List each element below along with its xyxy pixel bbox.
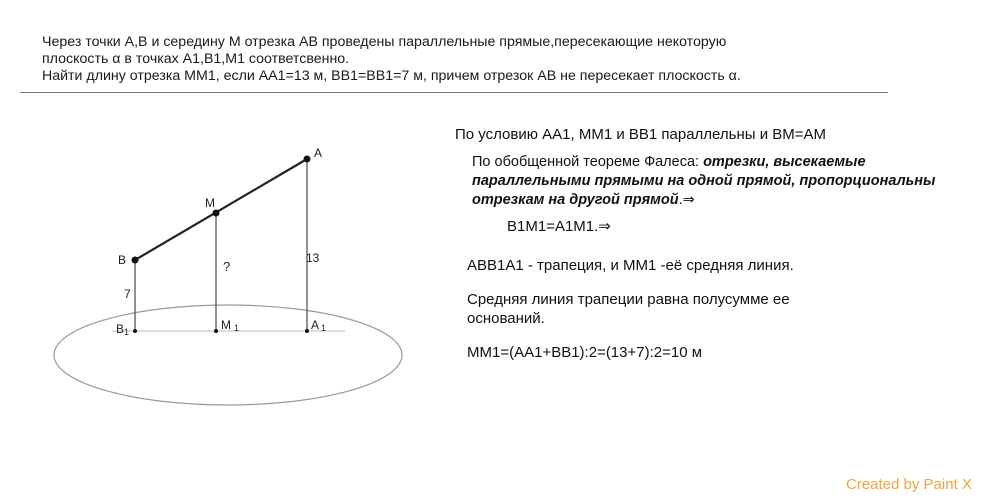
problem-line-1: Через точки А,В и середину М отрезка АВ проведены параллельные прямые,пересекающие некоторую <box>42 34 727 50</box>
thales-intro: По обобщенной теореме Фалеса: <box>472 154 704 170</box>
length-mm1: ? <box>223 259 231 274</box>
point-a1 <box>305 329 309 333</box>
label-a1 <box>311 318 326 333</box>
length-aa1: 13 <box>306 251 320 265</box>
label-m1-main: M <box>221 318 231 332</box>
label-m1-sub: 1 <box>234 323 240 333</box>
point-b <box>132 257 139 264</box>
solution-trapezoid: АВВ1А1 - трапеция, и ММ1 -её средняя линия. <box>467 257 794 274</box>
label-a1-sub: 1 <box>321 323 327 333</box>
thales-theorem <box>472 153 972 210</box>
label-b1 <box>116 322 129 337</box>
label-a1-main: A <box>311 318 320 332</box>
label-b: B <box>118 253 127 267</box>
thales-tail: .⇒ <box>678 192 695 208</box>
solution-equality: В1М1=А1М1.⇒ <box>507 218 611 235</box>
point-b1 <box>133 329 137 333</box>
geometry-diagram <box>0 0 460 500</box>
solution-midline-1: Средняя линия трапеции равна полусумме ее <box>467 291 790 308</box>
problem-line-2: плоскость α в точках А1,В1,М1 соответсвенно. <box>42 51 350 67</box>
point-a <box>304 156 311 163</box>
point-m <box>213 210 220 217</box>
label-m: M <box>205 196 215 210</box>
watermark: Created by Paint X <box>846 476 972 493</box>
label-m1 <box>221 318 239 333</box>
solution-answer: ММ1=(АА1+ВВ1):2=(13+7):2=10 м <box>467 344 703 361</box>
solution-condition: По условию АА1, ММ1 и ВВ1 параллельны и ВМ=АМ <box>455 126 827 143</box>
point-m1 <box>214 329 218 333</box>
thales-statement: отрезки, высекаемые параллельными прямыми на одной прямой, пропорциональны отрезкам на другой прямой <box>472 154 936 208</box>
label-a: A <box>314 146 323 160</box>
problem-line-3: Найти длину отрезка ММ1, если АА1=13 м, ВВ1=ВВ1=7 м, причем отрезок АВ не пересекает плоскость α. <box>42 68 741 84</box>
solution-midline-2: оснований. <box>467 310 545 327</box>
label-b1-sub: 1 <box>124 327 130 337</box>
segment-ab <box>135 159 307 260</box>
label-b1-main: B <box>116 322 125 336</box>
length-bb1: 7 <box>124 287 131 301</box>
